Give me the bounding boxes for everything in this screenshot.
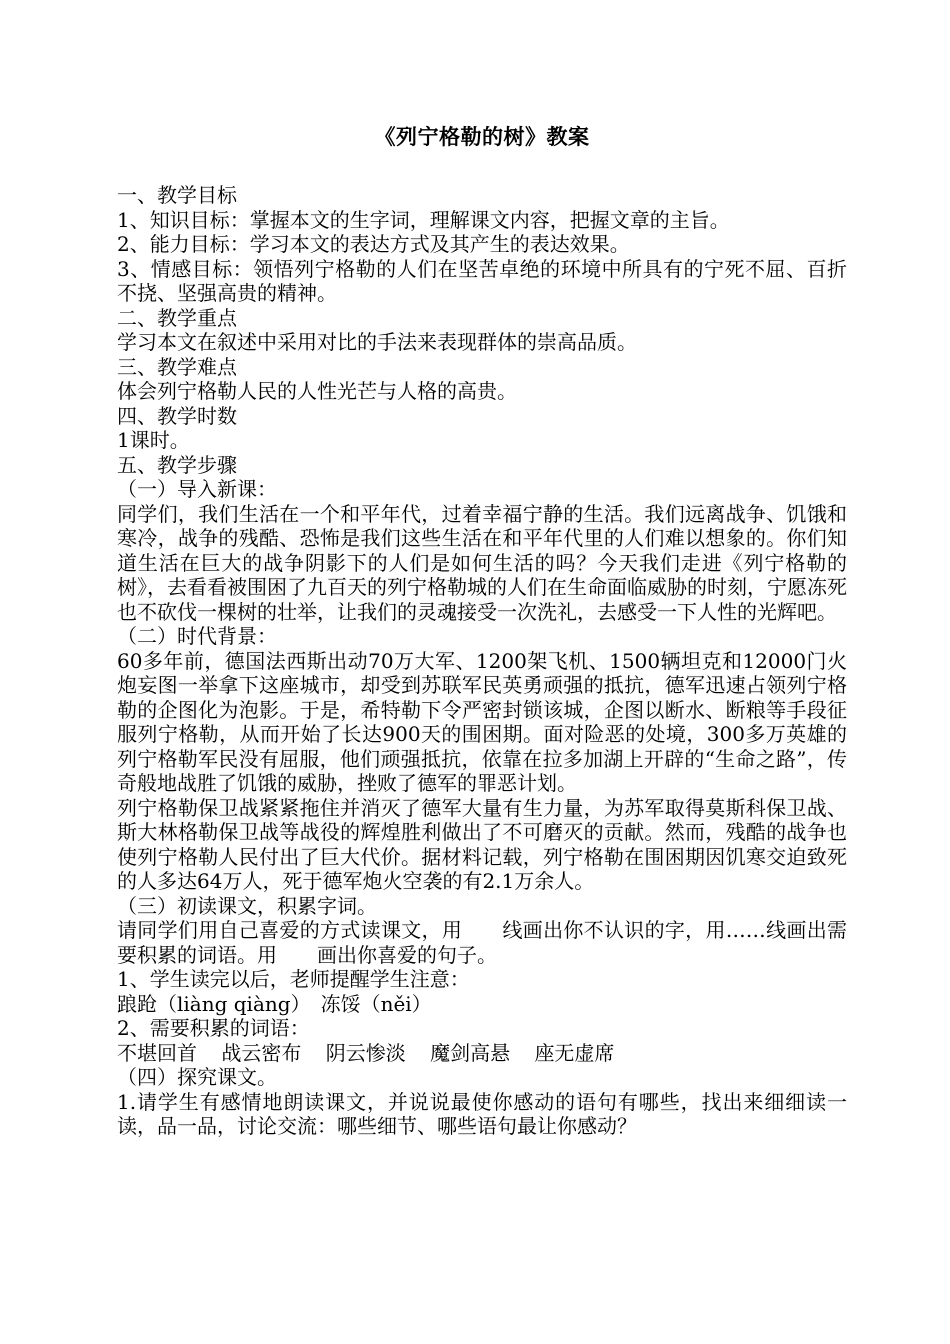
- vocab-item: 魔剑高悬: [430, 1040, 511, 1065]
- vocab-list: [117, 1041, 847, 1066]
- introduction-text: 同学们，我们生活在一个和平年代，过着幸福宁静的生活。我们远离战争、饥饿和寒冷，战争的残酷、恐怖是我们这些生活在和平年代里的人们难以想象的。你们知道生活在巨大的战争阴影下的人们是如何生活的吗？今天我们走进《列宁格勒的树》，去看看被围困了九百天的列宁格勒城的人们在生命面临威胁的时刻，宁愿冻死也不砍伐一棵树的壮举，让我们的灵魂接受一次洗礼，去感受一下人性的光辉吧。: [117, 501, 847, 624]
- section-heading-hours: 四、教学时数: [117, 403, 237, 428]
- key-points-text: 学习本文在叙述中采用对比的手法来表现群体的崇高品质。: [117, 330, 637, 354]
- objective-knowledge: 1、知识目标：掌握本文的生字词，理解课文内容，把握文章的主旨。: [117, 207, 730, 232]
- section-heading-key-points: 二、教学重点: [117, 305, 237, 330]
- explore-text: 1.请学生有感情地朗读课文，并说说最使你感动的语句有哪些，找出来细细读一读，品一品，讨论交流：哪些细节、哪些语句最让你感动？: [117, 1089, 847, 1138]
- first-reading-instructions: [117, 918, 847, 967]
- section-heading-difficulties: 三、教学难点: [117, 354, 237, 379]
- vocab-item: 战云密布: [221, 1040, 302, 1065]
- pronunciation-words: 踉跄（liàng qiàng） 冻馁（něi）: [117, 991, 432, 1016]
- first-reading-part-a: 请同学们用自己喜爱的方式读课文，用: [117, 918, 463, 942]
- step-heading-first-reading: （三）初读课文，积累字词。: [117, 893, 377, 918]
- vocab-heading: 2、需要积累的词语：: [117, 1016, 310, 1040]
- document-page: [117, 0, 847, 1139]
- difficulties-text: 体会列宁格勒人民的人性光芒与人格的高贵。: [117, 379, 517, 403]
- step-heading-introduction: （一）导入新课：: [117, 477, 277, 501]
- section-heading-steps: 五、教学步骤: [117, 452, 237, 477]
- step-heading-background: （二）时代背景：: [117, 624, 277, 648]
- vocab-item: 座无虚席: [534, 1040, 615, 1065]
- step-heading-explore: （四）探究课文。: [117, 1065, 277, 1089]
- background-text-2: 列宁格勒保卫战紧紧拖住并消灭了德军大量有生力量，为苏军取得莫斯科保卫战、斯大林格勒保卫战等战役的辉煌胜利做出了不可磨灭的贡献。然而，残酷的战争也使列宁格勒人民付出了巨大代价。据材料记载，列宁格勒在围困期因饥寒交迫致死的人多达64万人，死于德军炮火空袭的有2.1万余人。: [117, 795, 847, 893]
- teacher-reminder: 1、学生读完以后，老师提醒学生注意：: [117, 967, 470, 991]
- vocab-item: 阴云惨淡: [325, 1040, 406, 1065]
- section-heading-objectives: 一、教学目标: [117, 183, 237, 207]
- objective-ability: 2、能力目标：学习本文的表达方式及其产生的表达效果。: [117, 232, 630, 256]
- objective-emotion: 3、情感目标：领悟列宁格勒的人们在坚苦卓绝的环境中所具有的宁死不屈、百折不挠、坚强高贵的精神。: [117, 256, 847, 305]
- first-reading-part-b: 线画出你不认识的字，用……线画出需要积累的词语。用: [117, 918, 848, 967]
- background-text-1: 60多年前，德国法西斯出动70万大军、1200架飞机、1500辆坦克和12000门火炮妄图一举拿下这座城市，却受到苏联军民英勇顽强的抵抗，德军迅速占领列宁格勒的企图化为泡影。于是，希特勒下令严密封锁该城，企图以断水、断粮等手段征服列宁格勒，从而开始了长达900天的围困期。面对险恶的处境，300多万英雄的列宁格勒军民没有屈服，他们顽强抵抗，依靠在拉多加湖上开辟的“生命之路”，传奇般地战胜了饥饿的威胁，挫败了德军的罪恶计划。: [117, 648, 847, 795]
- vocab-item: 不堪回首: [117, 1040, 197, 1065]
- hours-text: 1课时。: [117, 428, 190, 452]
- first-reading-part-c: 画出你喜爱的句子。: [317, 942, 497, 967]
- document-title: 《列宁格勒的树》教案: [374, 124, 590, 149]
